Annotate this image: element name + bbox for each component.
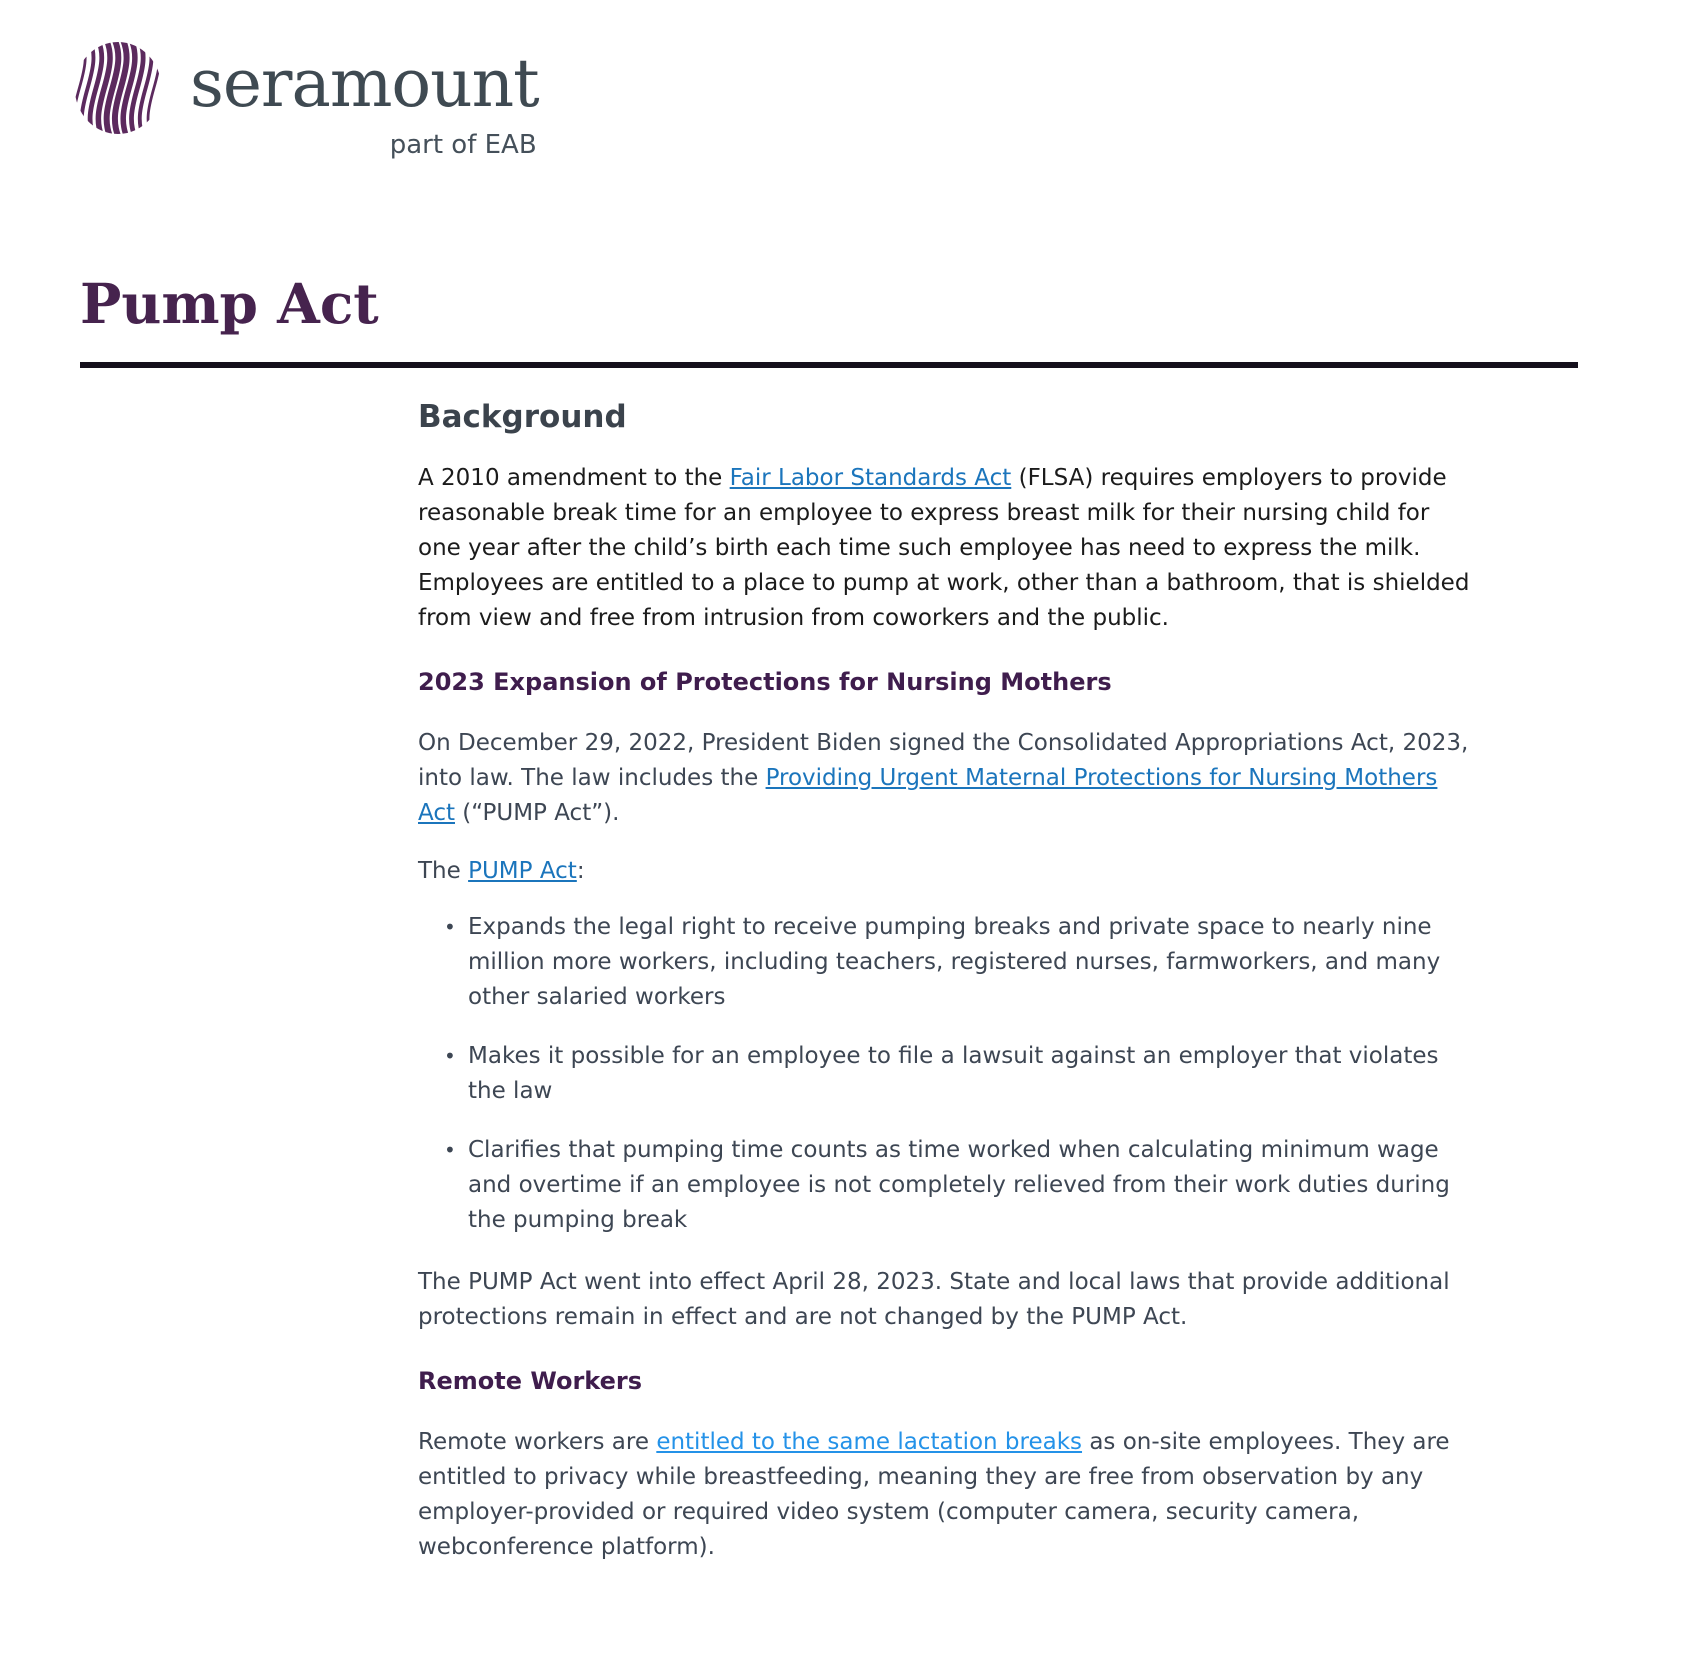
paragraph-text: as on-site employees. They are entitled to privacy while breastfeeding, meaning they are free from observation by any employer-provided or required video system (computer camera, security camera, webconference platform). bbox=[418, 1429, 1450, 1560]
list-item: • Makes it possible for an employee to file a lawsuit against an employer that violates the law bbox=[418, 1039, 1470, 1109]
paragraph-text: On December 29, 2022, President Biden signed the Consolidated Appropriations Act, 2023, into law. The law includes the bbox=[418, 730, 1469, 791]
paragraph-text: : bbox=[576, 858, 585, 884]
paragraph-text: Remote workers are bbox=[418, 1429, 657, 1455]
effective-date-paragraph: The PUMP Act went into effect April 28, 2023. State and local laws that provide additional protections remain in effect and are not changed by the PUMP Act. bbox=[418, 1269, 1450, 1330]
page-title: Pump Act bbox=[80, 271, 379, 336]
pump-act-lead-in bbox=[418, 854, 1470, 889]
paragraph-text: (“PUMP Act”). bbox=[455, 800, 620, 826]
list-item: • Clarifies that pumping time counts as time worked when calculating minimum wage and overtime if an employee is not completely relieved from their work duties during the pumping break bbox=[418, 1133, 1470, 1238]
lactation-breaks-link[interactable]: entitled to the same lactation breaks bbox=[656, 1429, 1083, 1455]
pump-act-bullet-list bbox=[418, 910, 1470, 1238]
list-item: • Expands the legal right to receive pumping breaks and private space to nearly nine million more workers, including teachers, registered nurses, farmworkers, and many other salaried workers bbox=[418, 910, 1470, 1015]
paragraph-text: (FLSA) requires employers to provide reasonable break time for an employee to express breast milk for their nursing child for one year after the child’s birth each time such employee has need to express the milk. Employees are entitled to a place to pump at work, other than a bathroom, that is shielded from view and free from intrusion from coworkers and the public. bbox=[418, 465, 1470, 631]
background-heading: Background bbox=[418, 399, 627, 435]
article-content bbox=[418, 398, 1470, 1628]
remote-workers-heading: Remote Workers bbox=[418, 1367, 643, 1395]
paragraph-text: The bbox=[418, 858, 469, 884]
flsa-link[interactable]: Fair Labor Standards Act bbox=[729, 465, 1012, 491]
seramount-logo bbox=[72, 40, 539, 160]
pump-act-full-link[interactable]: Providing Urgent Maternal Protections for Nursing Mothers Act bbox=[418, 765, 1438, 826]
expansion-heading: 2023 Expansion of Protections for Nursing Mothers bbox=[418, 668, 1112, 696]
expansion-paragraph bbox=[418, 726, 1470, 831]
background-paragraph bbox=[418, 461, 1470, 636]
brand-name: seramount bbox=[190, 45, 539, 122]
seramount-wave-icon bbox=[72, 40, 164, 137]
paragraph-text: A 2010 amendment to the bbox=[418, 465, 730, 491]
remote-workers-paragraph bbox=[418, 1425, 1470, 1565]
brand-tagline: part of EAB bbox=[389, 130, 537, 160]
title-divider bbox=[80, 362, 1578, 368]
pump-act-link[interactable]: PUMP Act bbox=[468, 858, 577, 884]
logo-text-block bbox=[190, 40, 539, 160]
